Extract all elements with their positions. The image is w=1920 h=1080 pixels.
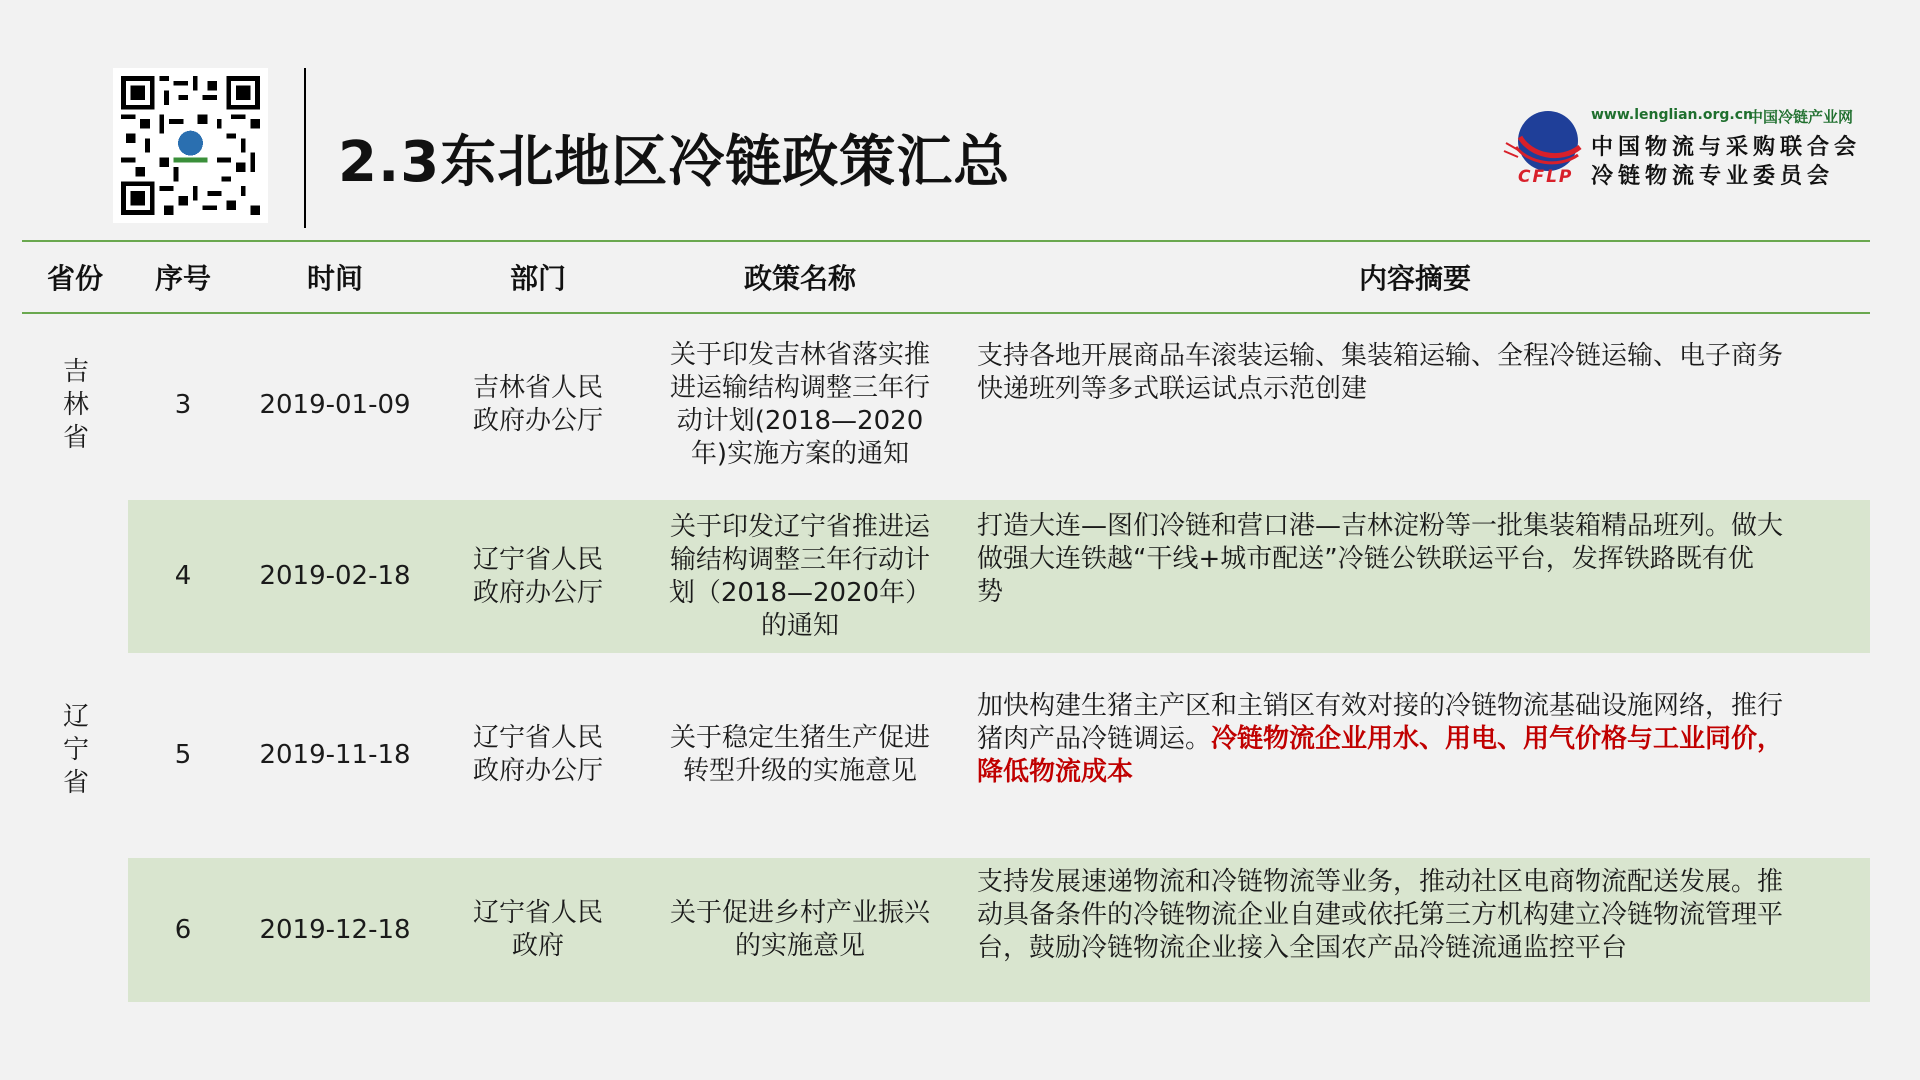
page-title: 2.3东北地区冷链政策汇总 — [338, 130, 1011, 195]
row-department: 辽宁省人民 政府办公厅 — [472, 723, 603, 786]
row-policy-name: 关于印发吉林省落实推 进运输结构调整三年行 动计划(2018—2020 年)实施方案的通知 — [669, 340, 930, 469]
header-province: 省份 — [46, 262, 103, 295]
qr-code — [113, 68, 268, 223]
title-divider — [304, 68, 306, 228]
row-policy-name: 关于稳定生猪生产促进 转型升级的实施意见 — [669, 723, 930, 786]
logo-org-line1: 中国物流与采购联合会 — [1591, 135, 1862, 160]
row-summary: 支持发展速递物流和冷链物流等业务，推动社区电商物流配送发展。推 动具备条件的冷链物流企业自建或依托第三方机构建立冷链物流管理平 台，鼓励冷链物流企业接入全国农产品冷链流通监控平台 — [977, 867, 1784, 963]
header-policy-name: 政策名称 — [743, 262, 856, 295]
qr-code-icon — [121, 76, 260, 215]
highlight-text: 冷链物流企业用水、用电、用气价格与工业同价， — [1211, 724, 1784, 754]
row-number: 6 — [174, 914, 192, 945]
logo-site-name: 中国冷链产业网 — [1748, 108, 1854, 126]
logo-url: www.lenglian.org.cn — [1591, 107, 1753, 123]
row-summary: 支持各地开展商品车滚装运输、集装箱运输、全程冷链运输、电子商务 快递班列等多式联运试点示范创建 — [977, 341, 1784, 404]
header-summary: 内容摘要 — [1358, 262, 1471, 295]
row-date: 2019-01-09 — [259, 389, 411, 420]
row-date: 2019-12-18 — [259, 914, 411, 945]
header-date: 时间 — [306, 262, 363, 295]
row-date: 2019-02-18 — [259, 561, 411, 591]
province-jilin: 吉 林 省 — [62, 357, 89, 453]
row-number: 4 — [174, 561, 192, 591]
row-department: 吉林省人民 政府办公厅 — [472, 373, 603, 436]
logo-abbr: CFLP — [1518, 167, 1574, 187]
logo-org-line2: 冷链物流专业委员会 — [1591, 164, 1835, 189]
row-number: 3 — [174, 389, 192, 420]
table-top-rule — [22, 240, 1870, 242]
cflp-logo — [1500, 105, 1875, 190]
row-date: 2019-11-18 — [259, 739, 411, 770]
row-department: 辽宁省人民 政府 — [472, 898, 603, 961]
row-policy-name: 关于印发辽宁省推进运 输结构调整三年行动计 划（2018—2020年） 的通知 — [668, 511, 932, 641]
province-liaoning: 辽 宁 省 — [62, 702, 89, 798]
row-number: 5 — [174, 739, 192, 770]
header-number: 序号 — [154, 262, 211, 295]
row-summary: 打造大连—图们冷链和营口港—吉林淀粉等一批集装箱精品班列。做大 做强大连铁越“干线+城市配送”冷链公铁联运平台，发挥铁路既有优 势 — [977, 511, 1784, 607]
header-department: 部门 — [509, 262, 566, 295]
highlight-text: 降低物流成本 — [977, 757, 1134, 787]
row-summary: 加快构建生猪主产区和主销区有效对接的冷链物流基础设施网络，推行 猪肉产品冷链调运。冷链物流企业用水、用电、用气价格与工业同价， 降低物流成本 — [977, 691, 1784, 787]
table-header-rule — [22, 312, 1870, 314]
row-policy-name: 关于促进乡村产业振兴 的实施意见 — [669, 898, 930, 961]
row-department: 辽宁省人民 政府办公厅 — [472, 544, 603, 608]
